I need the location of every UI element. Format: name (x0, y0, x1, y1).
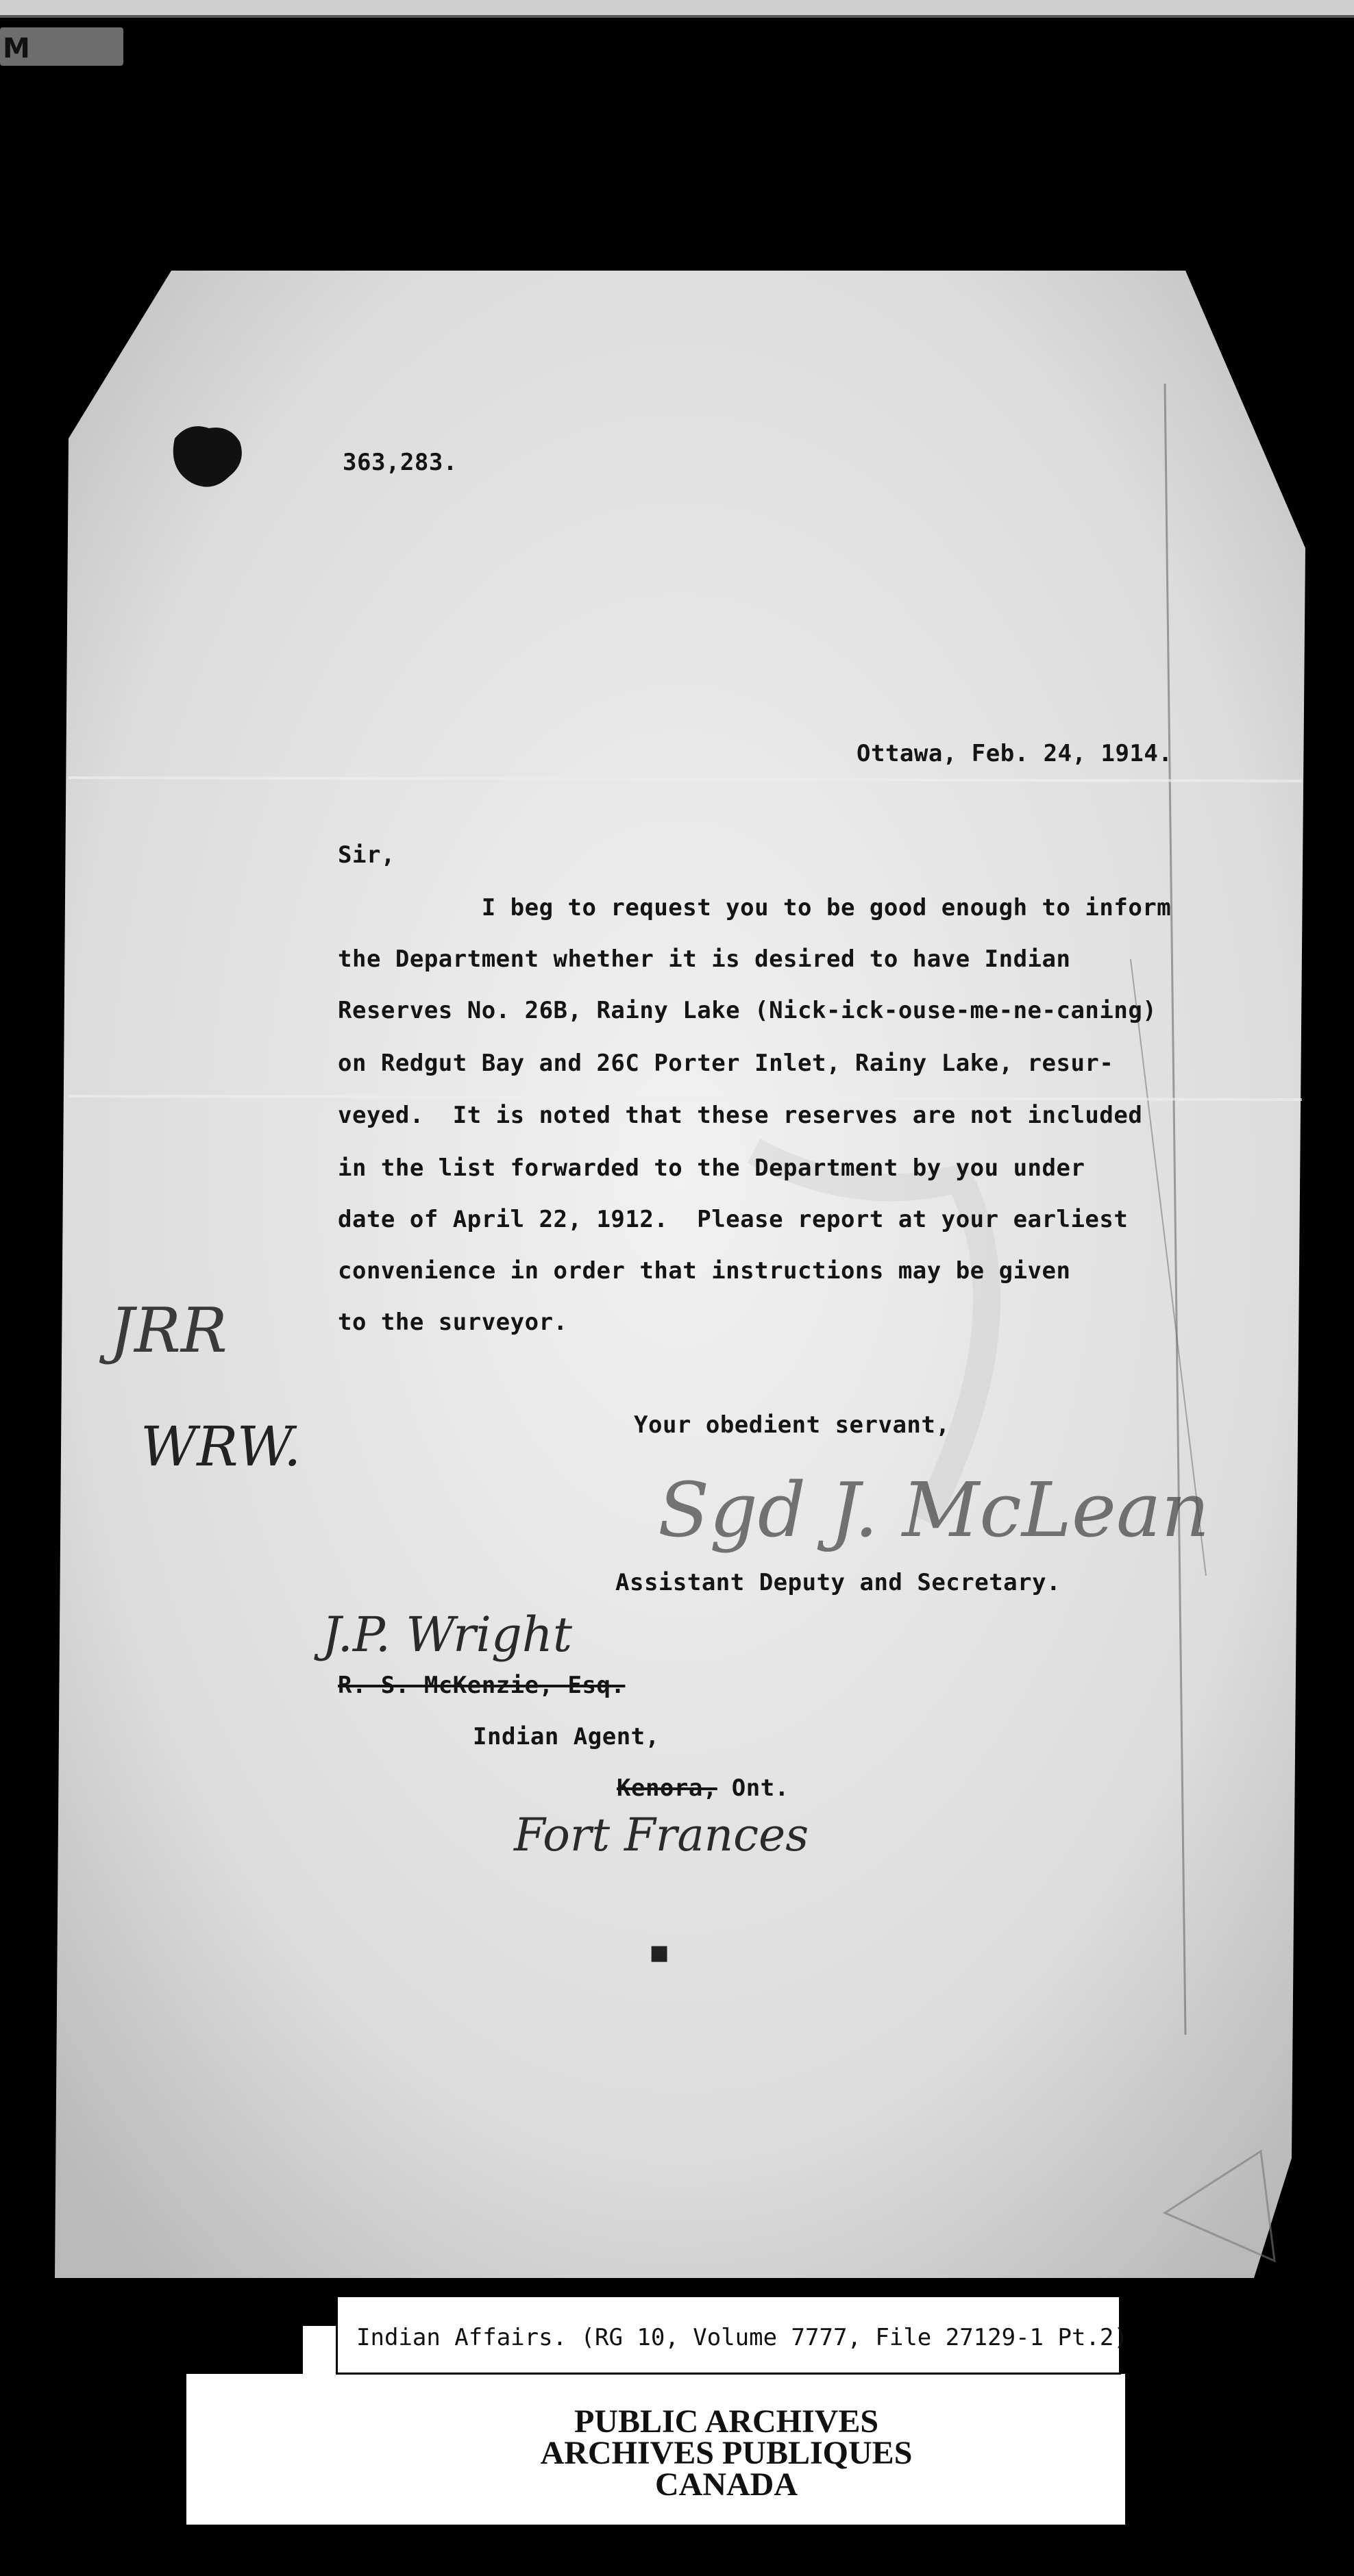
archive-reference: Indian Affairs. (RG 10, Volume 7777, File 27129-1 Pt.2) (356, 2324, 1128, 2351)
place-suffix: Ont. (717, 1774, 789, 1802)
svg-text:■: ■ (650, 1941, 669, 1965)
body-line: I beg to request you to be good enough to inform (338, 894, 1172, 921)
body-line: convenience in order that instructions may be given (338, 1257, 1071, 1285)
archive-line-3: CANADA (655, 2466, 798, 2503)
archive-line-2: ARCHIVES PUBLIQUES (540, 2435, 913, 2471)
addressee-place (617, 1774, 789, 1802)
addressee-handwritten: J.P. Wright (322, 1607, 572, 1663)
body-line: to the surveyor. (338, 1309, 568, 1336)
signer-title: Assistant Deputy and Secretary. (615, 1569, 1061, 1596)
body-line: Reserves No. 26B, Rainy Lake (Nick-ick-ouse-me-ne-caning) (338, 997, 1157, 1024)
salutation: Sir, (338, 841, 395, 869)
margin-initials-2: WRW. (140, 1415, 301, 1478)
closing: Your obedient servant, (634, 1411, 950, 1439)
body-line: the Department whether it is desired to have Indian (338, 945, 1071, 973)
margin-initials-1: JRR (110, 1295, 227, 1367)
body-line: date of April 22, 1912. Please report at your earliest (338, 1206, 1129, 1233)
film-corner-marker: M (0, 27, 123, 66)
place-handwritten: Fort Frances (514, 1809, 809, 1861)
label-mount-left (186, 2326, 303, 2374)
archive-line-1: PUBLIC ARCHIVES (574, 2403, 879, 2440)
body-line: veyed. It is noted that these reserves are not included (338, 1102, 1143, 1129)
addressee-struck: R. S. McKenzie, Esq. (338, 1672, 626, 1699)
file-number: 363,283. (343, 449, 458, 476)
body-line: on Redgut Bay and 26C Porter Inlet, Rainy Lake, resur- (338, 1050, 1114, 1077)
body-line: in the list forwarded to the Department by you under (338, 1154, 1085, 1182)
signature-handwritten: Sgd J. McLean (658, 1466, 1210, 1554)
dateline: Ottawa, Feb. 24, 1914. (857, 740, 1173, 767)
place-struck: Kenora, (617, 1774, 717, 1802)
addressee-title: Indian Agent, (473, 1723, 660, 1750)
